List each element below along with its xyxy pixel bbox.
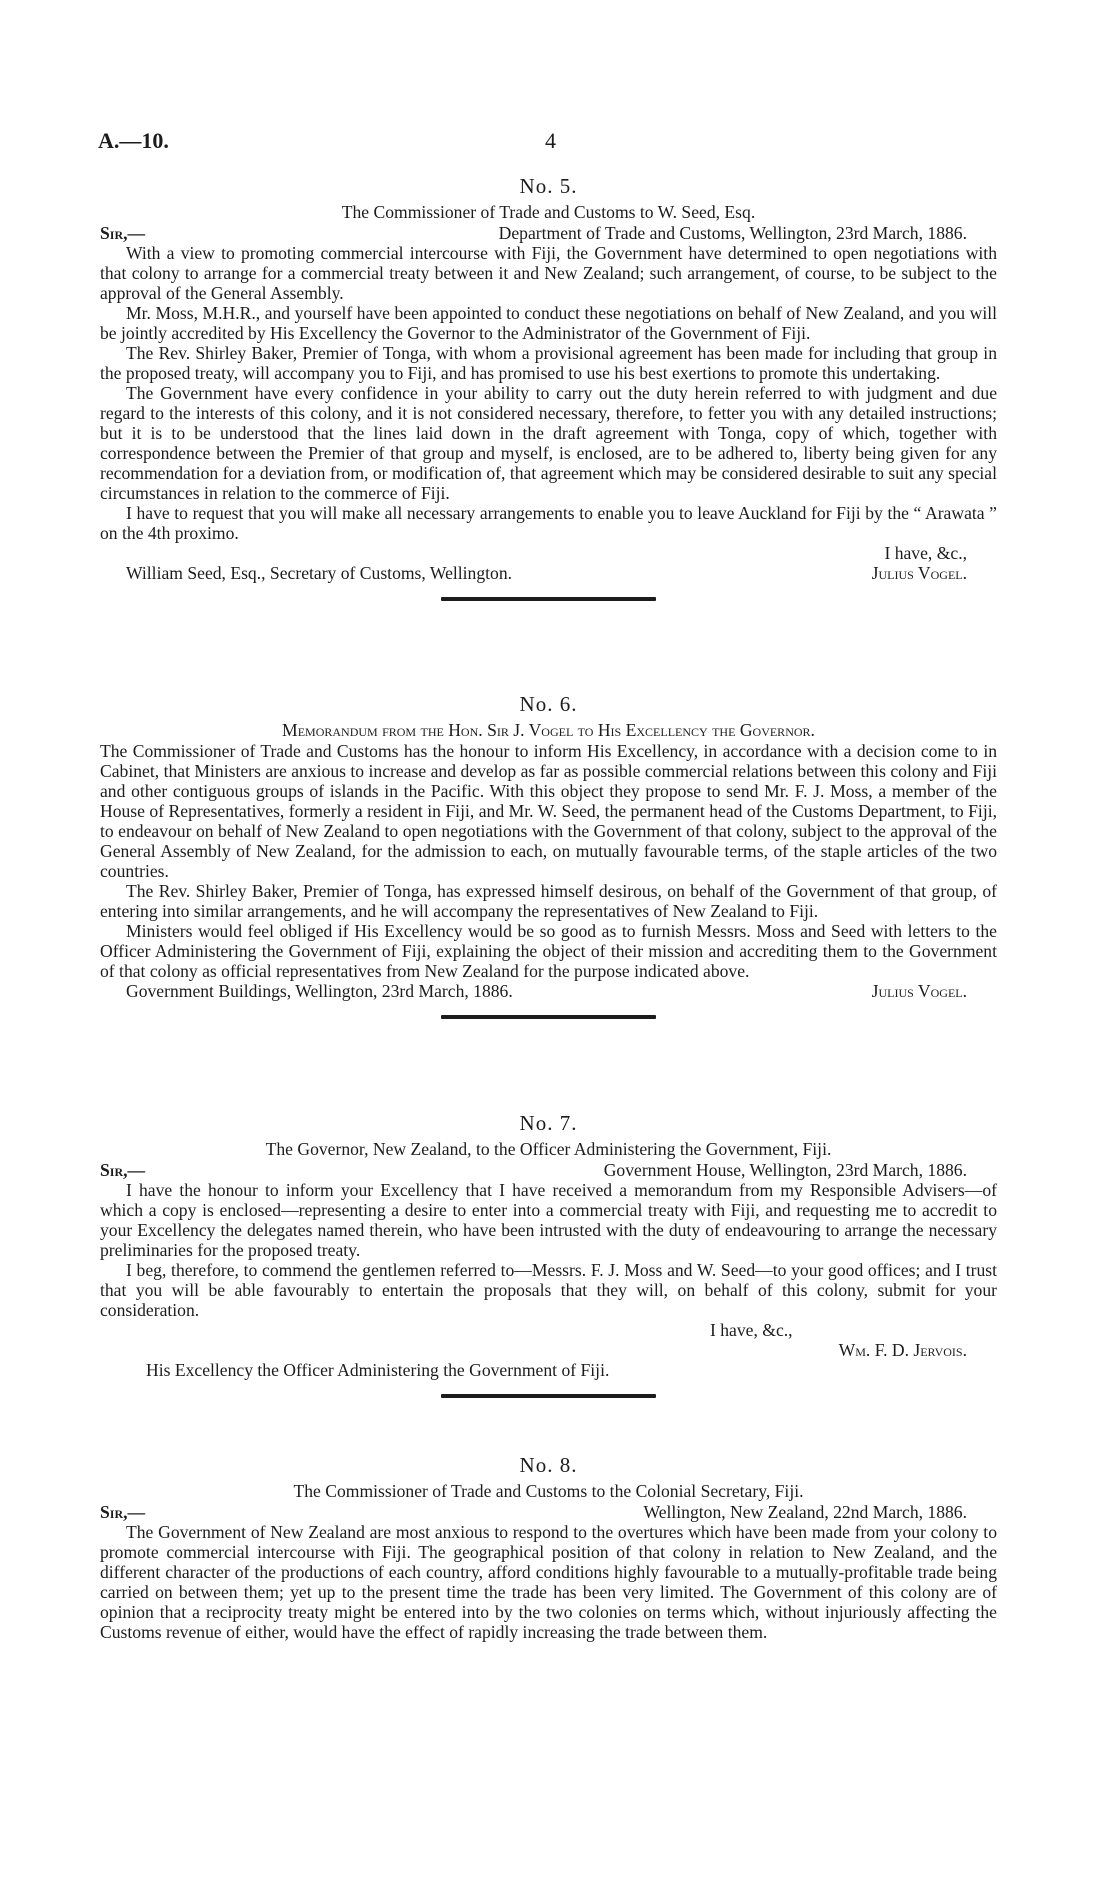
paragraph: I beg, therefore, to commend the gentlemen referred to—Messrs. F. J. Moss and W. Seed—to your good offices; and I trust that you will be able favourably to entertain the proposals that they will, on behalf of this colony, submit for your consideration. <box>100 1260 997 1320</box>
signature: Julius Vogel. <box>871 563 967 583</box>
parliamentary-paper-ref: A.—10. <box>98 128 169 153</box>
doc-heading: The Governor, New Zealand, to the Officer Administering the Government, Fiji. <box>265 1139 832 1159</box>
section-divider <box>100 1394 997 1398</box>
paragraph: I have the honour to inform your Excellency that I have received a memorandum from my Responsible Advisers—of which a copy is enclosed—representing a desire to enter into a commercial treaty with Fiji, and requesting me to accredit to your Excellency the delegates named therein, who have been intrusted with the duty of endeavouring to arrange the necessary preliminaries for the proposed treaty. <box>100 1180 997 1260</box>
signature: Julius Vogel. <box>871 981 967 1001</box>
doc-heading: The Commissioner of Trade and Customs to W. Seed, Esq. <box>341 202 756 222</box>
dateline-row <box>100 1160 997 1180</box>
doc-number: No. 7. <box>519 1111 578 1135</box>
addressee: William Seed, Esq., Secretary of Customs, Wellington. <box>126 563 513 583</box>
doc-heading: Memorandum from the Hon. Sir J. Vogel to His Excellency the Governor. <box>282 720 815 740</box>
document-no-6 <box>100 694 997 1035</box>
closing: I have, &c., <box>884 543 967 563</box>
document-no-8 <box>100 1455 997 1642</box>
paragraph: Ministers would feel obliged if His Excellency would be so good as to furnish Messrs. Moss and Seed with letters to the Officer Administering the Government of Fiji, explaining the object of their mission and accrediting them to the Government of that colony as official representatives from New Zealand for the purpose indicated above. <box>100 921 997 981</box>
document-no-7 <box>100 1113 997 1414</box>
section-divider <box>100 597 997 601</box>
addressee-signature-row <box>100 563 997 583</box>
paragraph: The Commissioner of Trade and Customs has the honour to inform His Excellency, in accordance with a decision come to in Cabinet, that Ministers are anxious to increase and develop as far as possible commercial relations between this colony and Fiji and other contiguous groups of islands in the Pacific. With this object they propose to send Mr. F. J. Moss, a member of the House of Representatives, formerly a resident in Fiji, and Mr. W. Seed, the permanent head of the Customs Department, to Fiji, to endeavour on behalf of New Zealand to open negotiations with the Government of that colony, subject to the approval of the General Assembly of New Zealand, for the admission to each, on mutually favourable terms, of the staple articles of the two countries. <box>100 741 997 881</box>
paragraph: Mr. Moss, M.H.R., and yourself have been appointed to conduct these negotiations on behalf of New Zealand, and you will be jointly accredited by His Excellency the Governor to the Administrator of the Government of Fiji. <box>100 303 997 343</box>
doc-number: No. 8. <box>519 1453 578 1477</box>
page-number: 4 <box>545 128 556 153</box>
dateline-row <box>100 223 997 243</box>
signature: Wm. F. D. Jervois. <box>838 1340 967 1360</box>
paragraph: The Government of New Zealand are most anxious to respond to the overtures which have been made from your colony to promote commercial intercourse with Fiji. The geographical position of that colony in relation to New Zealand, and the different character of the productions of each country, afford conditions highly favourable to a mutually-profitable trade being carried on between them; yet up to the present time the trade has been very limited. The Government of this colony are of opinion that a reciprocity treaty might be entered into by the two colonies on terms which, without injuriously affecting the Customs revenue of either, would have the effect of rapidly increasing the trade between them. <box>100 1522 997 1642</box>
salutation: Sir,— <box>100 1160 146 1180</box>
doc-number: No. 6. <box>519 692 578 716</box>
section-divider <box>100 1015 997 1019</box>
doc-number: No. 5. <box>519 174 578 198</box>
closing: I have, &c., <box>710 1320 793 1340</box>
paragraph: The Rev. Shirley Baker, Premier of Tonga, has expressed himself desirous, on behalf of the Government of that group, of entering into similar arrangements, and he will accompany the representatives of New Zealand to Fiji. <box>100 881 997 921</box>
paragraph: The Rev. Shirley Baker, Premier of Tonga, with whom a provisional agreement has been made for including that group in the proposed treaty, will accompany you to Fiji, and has promised to use his best exertions to promote this undertaking. <box>100 343 997 383</box>
salutation: Sir,— <box>100 1502 146 1522</box>
dateline: Department of Trade and Customs, Wellington, 23rd March, 1886. <box>498 223 967 243</box>
dateline: Government House, Wellington, 23rd March, 1886. <box>603 1160 967 1180</box>
dateline: Wellington, New Zealand, 22nd March, 1886. <box>643 1502 967 1522</box>
paragraph: With a view to promoting commercial intercourse with Fiji, the Government have determined to open negotiations with that colony to arrange for a commercial treaty between it and New Zealand; such arrangement, of course, to be subject to the approval of the General Assembly. <box>100 243 997 303</box>
doc-heading: The Commissioner of Trade and Customs to the Colonial Secretary, Fiji. <box>293 1481 804 1501</box>
place-date-signature-row <box>100 981 997 1001</box>
paragraph: I have to request that you will make all necessary arrangements to enable you to leave Auckland for Fiji by the “ Arawata ” on the 4th proximo. <box>100 503 997 543</box>
salutation: Sir,— <box>100 223 146 243</box>
dateline-row <box>100 1502 997 1522</box>
addressee: His Excellency the Officer Administering the Government of Fiji. <box>146 1360 610 1380</box>
paragraph: The Government have every confidence in your ability to carry out the duty herein referred to with judgment and due regard to the interests of this colony, and it is not considered necessary, therefore, to fetter you with any detailed instructions; but it is to be understood that the lines laid down in the draft agreement with Tonga, copy of which, together with correspondence between the Premier of that group and myself, is enclosed, are to be adhered to, liberty being given for any recommendation for a deviation from, or modification of, that agreement which may be considered desirable to suit any special circumstances in relation to the commerce of Fiji. <box>100 383 997 503</box>
document-no-5 <box>100 176 997 617</box>
place-date: Government Buildings, Wellington, 23rd March, 1886. <box>126 981 513 1001</box>
